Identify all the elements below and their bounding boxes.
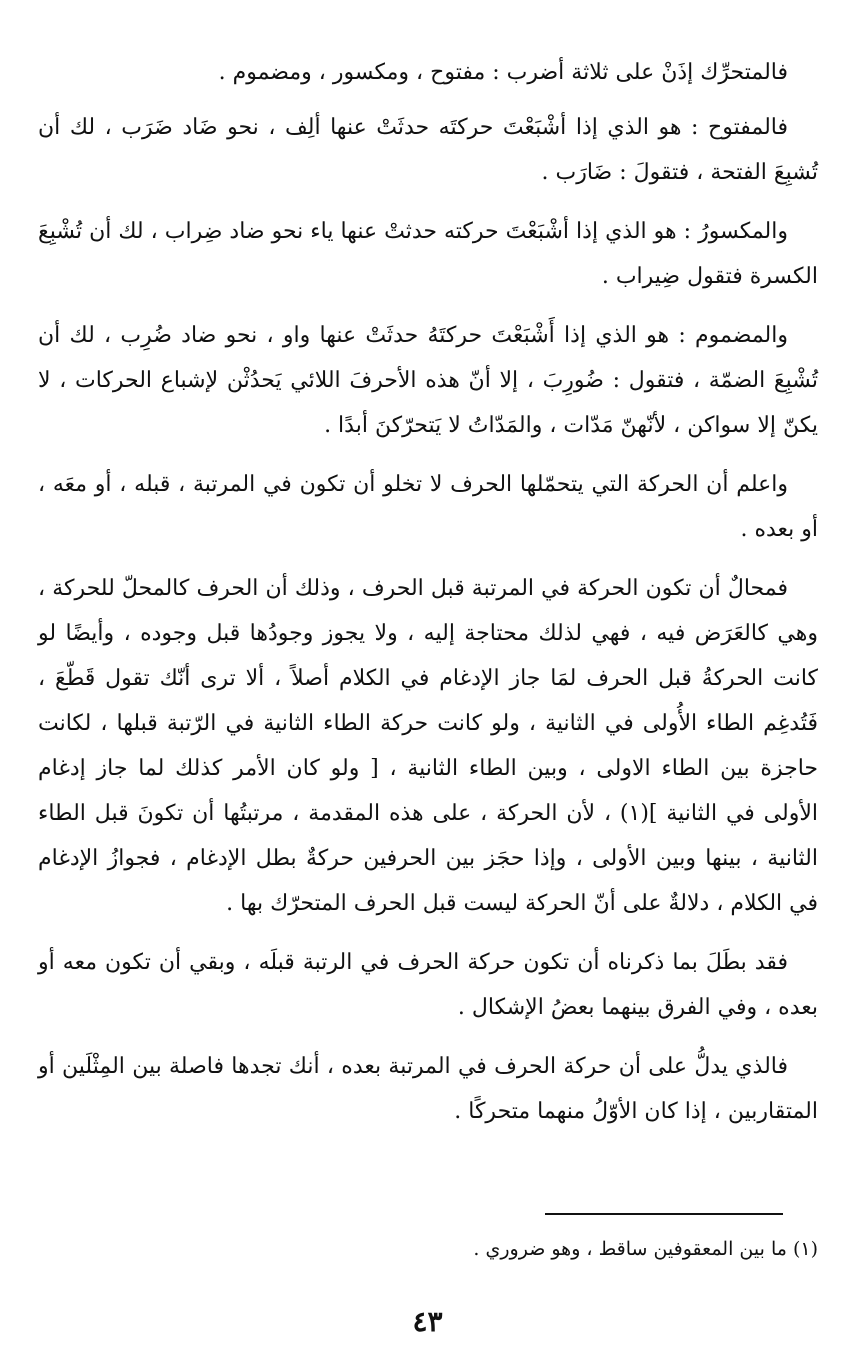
paragraph-2 — [38, 105, 818, 195]
paragraph-6 — [38, 566, 818, 926]
paragraph-5 — [38, 462, 818, 552]
page-number: ٤٣ — [412, 1305, 443, 1338]
paragraph-3 — [38, 209, 818, 299]
paragraph-4-text: والمضموم : هو الذي إذا أَشْبَعْتَ حركتَهُ حدثَتْ عنها واو ، نحو ضاد ضُرِب ، لك أن تُشْبِعَ الضمّة ، فتقول : ضُورِبَ ، إلا أنّ هذه الأحرفَ اللائي يَحدُثْن لإشباع الحركات ، لا يكنّ إلا سواكن ، لأنّهنّ مَدّات ، والمَدّاتُ لا يَتحرّكنَ أبدًا . — [38, 323, 818, 438]
paragraph-2-text: فالمفتوح : هو الذي إذا أشْبَعْتَ حركتَه حدثَتْ عنها ألِف ، نحو ضَاد ضَرَب ، لك أن تُشبِعَ الفتحة ، فتقولَ : ضَارَب . — [38, 115, 818, 185]
paragraph-8 — [38, 1044, 818, 1134]
footnote: (١) ما بين المعقوفين ساقط ، وهو ضروري . — [473, 1238, 818, 1260]
paragraph-4 — [38, 313, 818, 448]
paragraph-6-text: فمحالٌ أن تكون الحركة في المرتبة قبل الحرف ، وذلك أن الحرف كالمحلّ للحركة ، وهي كالعَرَض فيه ، فهي لذلك محتاجة إليه ، ولا يجوز وجودُها قبل وجوده ، وأيضًا لو كانت الحركةُ قبل الحرف لمَا جاز الإدغام في الكلام أصلاً ، ألا ترى أنّك تقول قَطّعَ ، فَتُدغِم الطاء الأُولى في الثانية ، ولو كانت حركة الطاء الثانية في الرّتبة قبلها ، لكانت حاجزة بين الطاء الاولى ، وبين الطاء الثانية ، [ ولو كان الأمر كذلك لما جاز إدغام الأولى في الثانية ](١) ، لأن الحركة ، على هذه المقدمة ، مرتبتُها أن تكونَ قبل الطاء الثانية ، بينها وبين الأولى ، وإذا حجَز بين الحرفين حركةٌ بطل الإدغام ، فجوازُ الإدغام في الكلام ، دلالةٌ على أنّ الحركة ليست قبل الحرف المتحرّك بها . — [38, 576, 818, 916]
main-text — [38, 50, 818, 1148]
paragraph-5-text: واعلم أن الحركة التي يتحمّلها الحرف لا تخلو أن تكون في المرتبة ، قبله ، أو معَه ، أو بعده . — [38, 472, 818, 542]
paragraph-3-text: والمكسورُ : هو الذي إذا أشْبَعْتَ حركته حدثتْ عنها ياء نحو ضاد ضِراب ، لك أن تُشْبِعَ الكسرة فتقول ضِيراب . — [38, 219, 818, 289]
paragraph-7-text: فقد بطَلَ بما ذكرناه أن تكون حركة الحرف في الرتبة قبلَه ، وبقي أن تكون معه أو بعده ، وفي الفرق بينهما بعضُ الإشكال . — [38, 950, 818, 1020]
paragraph-1-text: فالمتحرِّك إذَنْ على ثلاثة أضرب : مفتوح ، ومكسور ، ومضموم . — [218, 60, 788, 85]
footnote-divider — [545, 1213, 783, 1215]
paragraph-1 — [38, 50, 818, 95]
paragraph-7 — [38, 940, 818, 1030]
paragraph-8-text: فالذي يدلُّ على أن حركة الحرف في المرتبة بعده ، أنك تجدها فاصلة بين المِثْلَين أو المتقاربين ، إذا كان الأوّلُ منهما متحركًا . — [38, 1054, 818, 1124]
